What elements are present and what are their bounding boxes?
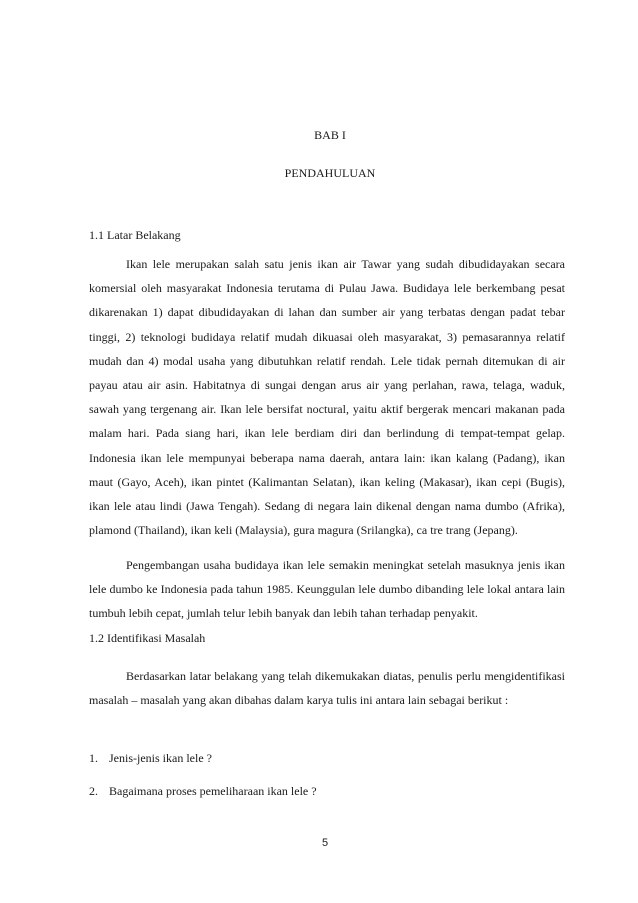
section-heading-identifikasi-masalah: 1.2 Identifikasi Masalah bbox=[89, 631, 206, 645]
body-paragraph: Ikan lele merupakan salah satu jenis ikan air Tawar yang sudah dibudidayakan secara komersial oleh masyarakat Indonesia terutama di Pulau Jawa. Budidaya lele berkembang pesat dikarenakan 1) dapat dibudidayakan di lahan dan sumber air yang terbatas dengan padat tebar tinggi, 2) teknologi budidaya relatif mudah dikuasai oleh masyarakat, 3) pemasarannya relatif mudah dan 4) modal usaha yang dibutuhkan relatif rendah. Lele tidak pernah ditemukan di air payau atau air asin. Habitatnya di sungai dengan arus air yang perlahan, rawa, telaga, waduk, sawah yang tergenang air. Ikan lele bersifat noctural, yaitu aktif bergerak mencari makanan pada malam hari. Pada siang hari, ikan lele berdiam diri dan berlindung di tempat-tempat gelap. Indonesia ikan lele mempunyai beberapa nama daerah, antara lain: ikan kalang (Padang), ikan maut (Gayo, Aceh), ikan pintet (Kalimantan Selatan), ikan keling (Makasar), ikan cepi (Bugis), ikan lele atau lindi (Jawa Tengah). Sedang di negara lain dikenal dengan nama dumbo (Afrika), plamond (Thailand), ikan keli (Malaysia), gura magura (Srilangka), ca tre trang (Jepang). bbox=[89, 257, 565, 538]
section-heading-latar-belakang: 1.1 Latar Belakang bbox=[89, 228, 181, 242]
section-body-latar-belakang bbox=[89, 252, 565, 542]
page-number: 5 bbox=[321, 837, 329, 849]
body-paragraph: Berdasarkan latar belakang yang telah dikemukakan diatas, penulis perlu mengidentifikasi masalah – masalah yang akan dibahas dalam karya tulis ini antara lain sebagai berikut : bbox=[89, 669, 565, 708]
chapter-title: PENDAHULUAN bbox=[284, 166, 376, 180]
section-body-latar-belakang-2 bbox=[89, 553, 565, 626]
chapter-label: BAB I bbox=[314, 128, 346, 142]
list-item-number: 2. bbox=[89, 784, 98, 798]
section-body-identifikasi-masalah bbox=[89, 664, 565, 712]
list-item-text: Bagaimana proses pemeliharaan ikan lele ? bbox=[109, 784, 317, 798]
list-item bbox=[89, 784, 317, 799]
body-paragraph: Pengembangan usaha budidaya ikan lele semakin meningkat setelah masuknya jenis ikan lele dumbo ke Indonesia pada tahun 1985. Keunggulan lele dumbo dibanding lele lokal antara lain tumbuh lebih cepat, jumlah telur lebih banyak dan lebih tahan terhadap penyakit. bbox=[89, 558, 565, 621]
list-item-number: 1. bbox=[89, 751, 98, 765]
list-item bbox=[89, 751, 212, 766]
list-item-text: Jenis-jenis ikan lele ? bbox=[109, 751, 212, 765]
